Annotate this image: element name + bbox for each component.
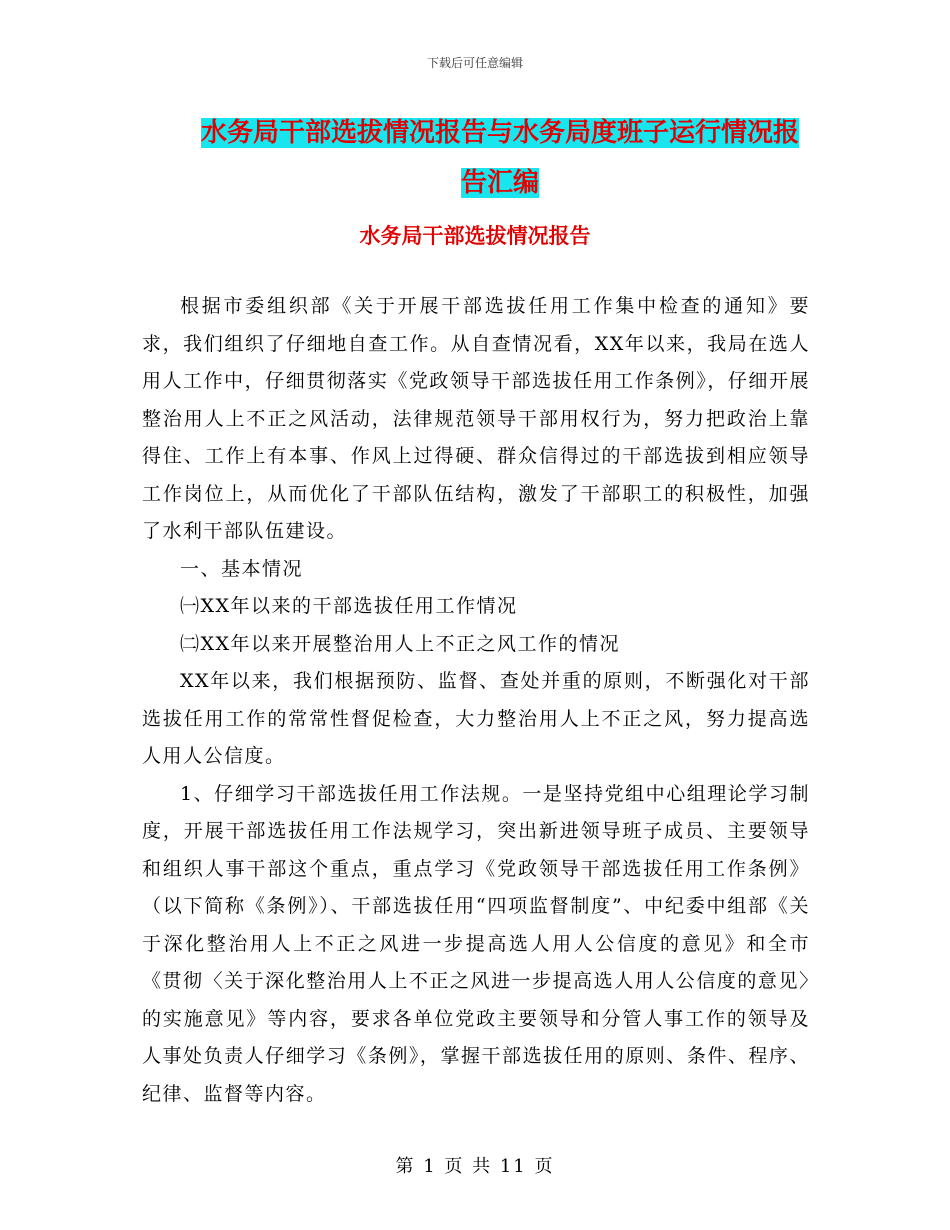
subheading-1: ㈠XX年以来的干部选拔任用工作情况 bbox=[180, 595, 518, 617]
main-title bbox=[150, 108, 850, 208]
heading-basic-situation: 一、基本情况 bbox=[180, 557, 304, 580]
main-title-line-2: 告汇编 bbox=[460, 168, 539, 198]
main-title-line-1: 水务局干部选拔情况报告与水务局度班子运行情况报 bbox=[200, 118, 799, 148]
document-body bbox=[142, 288, 810, 1113]
paragraph-intro: 根据市委组织部《关于开展干部选拔任用工作集中检查的通知》要求，我们组织了仔细地自查工作。从自查情况看，XX年以来，我局在选人用人工作中，仔细贯彻落实《党政领导干部选拔任用工作条例》，仔细开展整治用人上不正之风活动，法律规范领导干部用权行为，努力把政治上靠得住、工作上有本事、作风上过得硬、群众信得过的干部选拔到相应领导工作岗位上，从而优化了干部队伍结构，激发了干部职工的积极性，加强了水利干部队伍建设。 bbox=[142, 295, 810, 542]
section-title: 水务局干部选拔情况报告 bbox=[359, 224, 591, 248]
page-number-footer: 第 1 页 共 11 页 bbox=[395, 1156, 555, 1177]
paragraph-study: 1、仔细学习干部选拔任用工作法规。一是坚持党组中心组理论学习制度，开展干部选拔任用工作法规学习，突出新进领导班子成员、主要领导和组织人事干部这个重点，重点学习《党政领导干部选拔任用工作条例》（以下简称《条例》）、干部选拔任用“四项监督制度”、中纪委中组部《关于深化整治用人上不正之风进一步提高选人用人公信度的意见》和全市《贯彻〈关于深化整治用人上不正之风进一步提高选人用人公信度的意见〉的实施意见》等内容，要求各单位党政主要领导和分管人事工作的领导及人事处负责人仔细学习《条例》，掌握干部选拔任用的原则、条件、程序、纪律、监督等内容。 bbox=[142, 782, 810, 1105]
header-note: 下载后可任意编辑 bbox=[426, 56, 523, 70]
paragraph-principles: XX年以来，我们根据预防、监督、查处并重的原则，不断强化对干部选拔任用工作的常常性督促检查，大力整治用人上不正之风，努力提高选人用人公信度。 bbox=[142, 670, 810, 767]
subheading-2: ㈡XX年以来开展整治用人上不正之风工作的情况 bbox=[180, 632, 621, 655]
